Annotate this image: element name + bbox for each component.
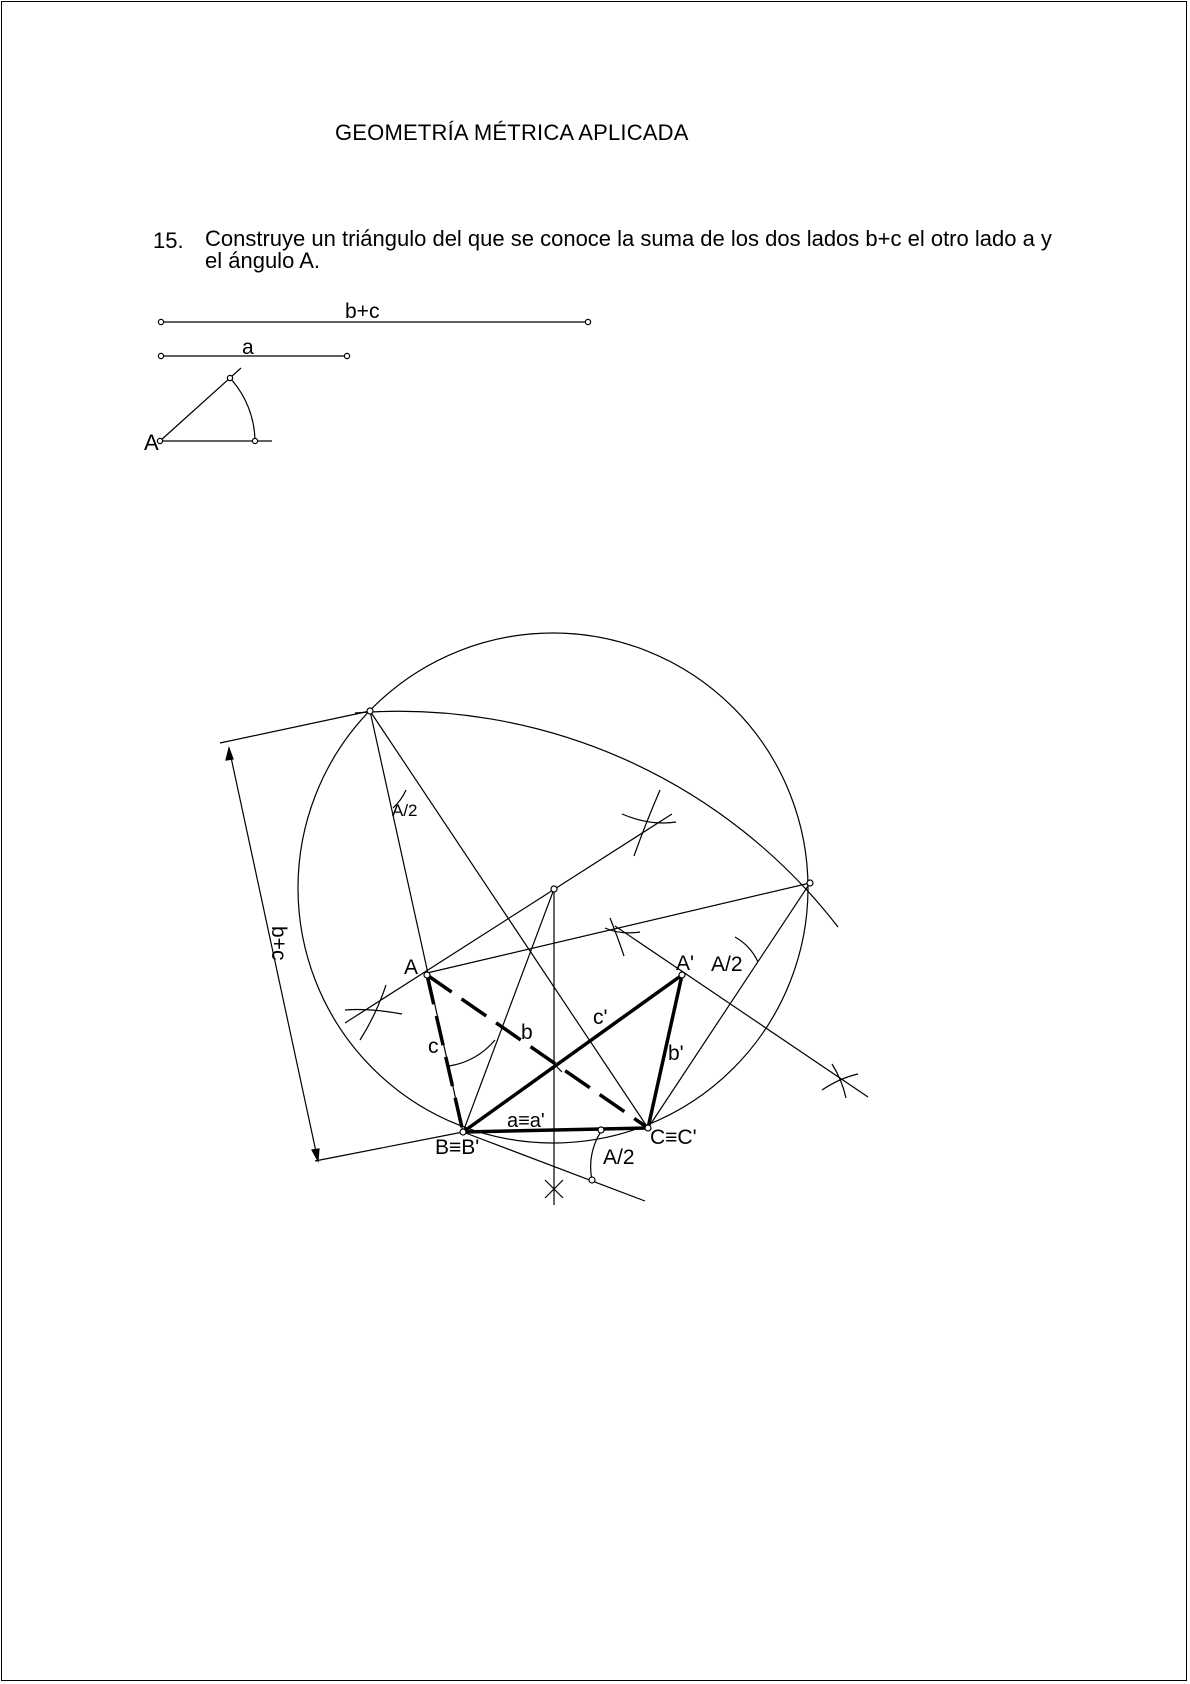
- label-vertex-B: B≡B': [435, 1136, 480, 1159]
- given-bc-endpoint-right: [585, 319, 590, 324]
- given-angle-arc-point-top: [227, 375, 232, 380]
- point-center-O: [551, 886, 557, 892]
- point-B: [460, 1129, 466, 1135]
- page-title: GEOMETRÍA MÉTRICA APLICADA: [335, 120, 689, 145]
- label-vertex-C: C≡C': [650, 1126, 697, 1149]
- problem-statement: Construye un triángulo del que se conoce la suma de los dos lados b+c el otro lado a y el ángulo A.: [205, 226, 1052, 273]
- label-side-c-prime: c': [593, 1006, 608, 1029]
- label-given-bc: b+c: [345, 300, 380, 323]
- angle-arc-at-A: [449, 1040, 495, 1066]
- dimension-extension-upper: [220, 711, 370, 743]
- label-half-angle-upper: A/2: [392, 801, 418, 820]
- label-given-a: a: [242, 336, 254, 359]
- side-c-prime-solid: [463, 975, 682, 1132]
- label-dimension-bc: b+c: [267, 926, 290, 961]
- side-a-solid: [463, 1128, 648, 1132]
- point-arc-lower: [589, 1177, 595, 1183]
- label-side-c: c: [428, 1035, 439, 1058]
- angle-arc-half-lower: [591, 1130, 602, 1180]
- label-side-b-prime: b': [668, 1042, 684, 1065]
- point-A: [424, 972, 430, 978]
- point-Q: [807, 880, 813, 886]
- line-P-to-C: [370, 711, 648, 1128]
- tick-mark: [345, 1010, 402, 1015]
- label-half-angle-right: A/2: [711, 953, 743, 976]
- line-A-to-Q: [427, 883, 810, 973]
- given-bc-endpoint-left: [158, 319, 163, 324]
- perpendicular-bisector-upper: [345, 814, 672, 1023]
- label-half-angle-lower: A/2: [603, 1146, 635, 1169]
- given-a-endpoint-left: [158, 353, 163, 358]
- given-angle-arc: [230, 378, 255, 441]
- side-b-dashed: [427, 975, 648, 1128]
- problem-number: 15.: [153, 228, 184, 253]
- label-vertex-A: A: [404, 956, 419, 979]
- locus-arc-large: [355, 711, 838, 927]
- label-given-angle: A: [144, 430, 159, 455]
- label-side-a: a≡a': [507, 1110, 545, 1132]
- dimension-arrow-top: [226, 748, 233, 760]
- perpendicular-bisector-right: [615, 926, 868, 1097]
- point-arc-a: [598, 1127, 604, 1133]
- tick-mark: [360, 985, 386, 1040]
- dimension-arrow-bottom: [312, 1149, 319, 1161]
- tick-mark: [822, 1074, 858, 1090]
- label-side-b: b: [521, 1021, 533, 1044]
- label-vertex-A-prime: A': [676, 952, 695, 975]
- line-Q-to-C: [648, 883, 810, 1128]
- point-P: [367, 708, 373, 714]
- given-angle-arc-point-base: [252, 438, 257, 443]
- tick-mark: [610, 918, 624, 956]
- given-a-endpoint-right: [344, 353, 349, 358]
